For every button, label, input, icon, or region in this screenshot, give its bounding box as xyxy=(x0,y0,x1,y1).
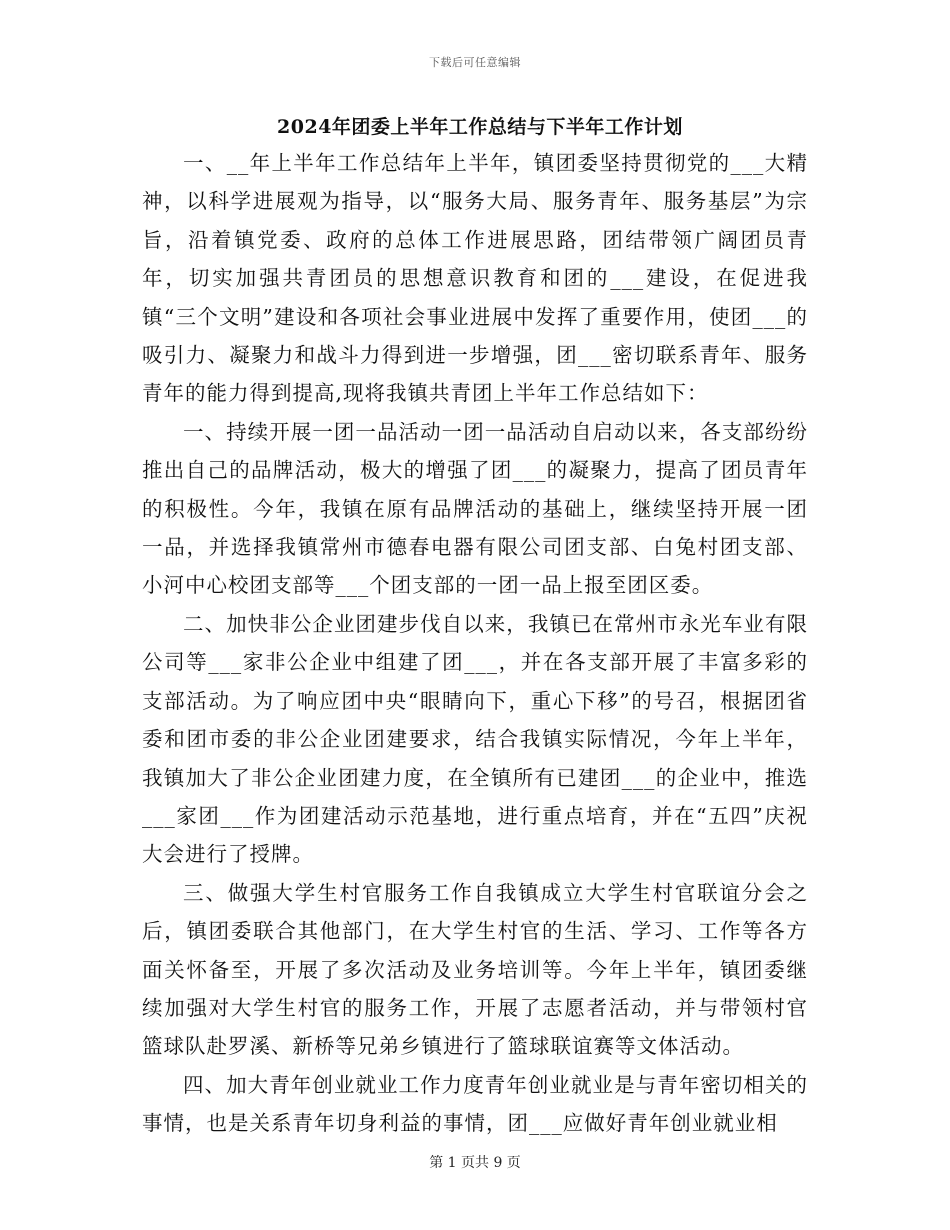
paragraph-intro: 一、__年上半年工作总结年上半年，镇团委坚持贯彻党的___大精神，以科学进展观为指导，以“服务大局、服务青年、服务基层”为宗旨，沿着镇党委、政府的总体工作进展思路，团结带领广阔团员青年，切实加强共青团员的思想意识教育和团的___建设，在促进我镇“三个文明”建设和各项社会事业进展中发挥了重要作用，使团___的吸引力、凝聚力和战斗力得到进一步增强，团___密切联系青年、服务青年的能力得到提高,现将我镇共青团上半年工作总结如下： xyxy=(142,151,808,406)
document-title: 2024年团委上半年工作总结与下半年工作计划 xyxy=(277,116,683,138)
header-note: 下载后可任意编辑 xyxy=(429,56,521,69)
paragraph-section-4: 四、加大青年创业就业工作力度青年创业就业是与青年密切相关的事情，也是关系青年切身利益的事情，团___应做好青年创业就业相 xyxy=(142,1072,808,1136)
document-body xyxy=(142,144,808,1143)
paragraph-section-1: 一、持续开展一团一品活动一团一品活动自启动以来，各支部纷纷推出自己的品牌活动，极大的增强了团___的凝聚力，提高了团员青年的积极性。今年，我镇在原有品牌活动的基础上，继续坚持开展一团一品，并选择我镇常州市德春电器有限公司团支部、白兔村团支部、小河中心校团支部等___个团支部的一团一品上报至团区委。 xyxy=(142,419,808,598)
paragraph-section-2: 二、加快非公企业团建步伐自以来，我镇已在常州市永光车业有限公司等___家非公企业中组建了团___，并在各支部开展了丰富多彩的支部活动。为了响应团中央“眼睛向下，重心下移”的号召，根据团省委和团市委的非公企业团建要求，结合我镇实际情况，今年上半年，我镇加大了非公企业团建力度，在全镇所有已建团___的企业中，推选___家团___作为团建活动示范基地，进行重点培育，并在“五四”庆祝大会进行了授牌。 xyxy=(142,611,808,867)
paragraph-section-3: 三、做强大学生村官服务工作自我镇成立大学生村官联谊分会之后，镇团委联合其他部门，在大学生村官的生活、学习、工作等各方面关怀备至，开展了多次活动及业务培训等。今年上半年，镇团委继续加强对大学生村官的服务工作，开展了志愿者活动，并与带领村官篮球队赴罗溪、新桥等兄弟乡镇进行了篮球联谊赛等文体活动。 xyxy=(142,880,808,1059)
page-number: 第 1 页共 9 页 xyxy=(429,1155,521,1171)
